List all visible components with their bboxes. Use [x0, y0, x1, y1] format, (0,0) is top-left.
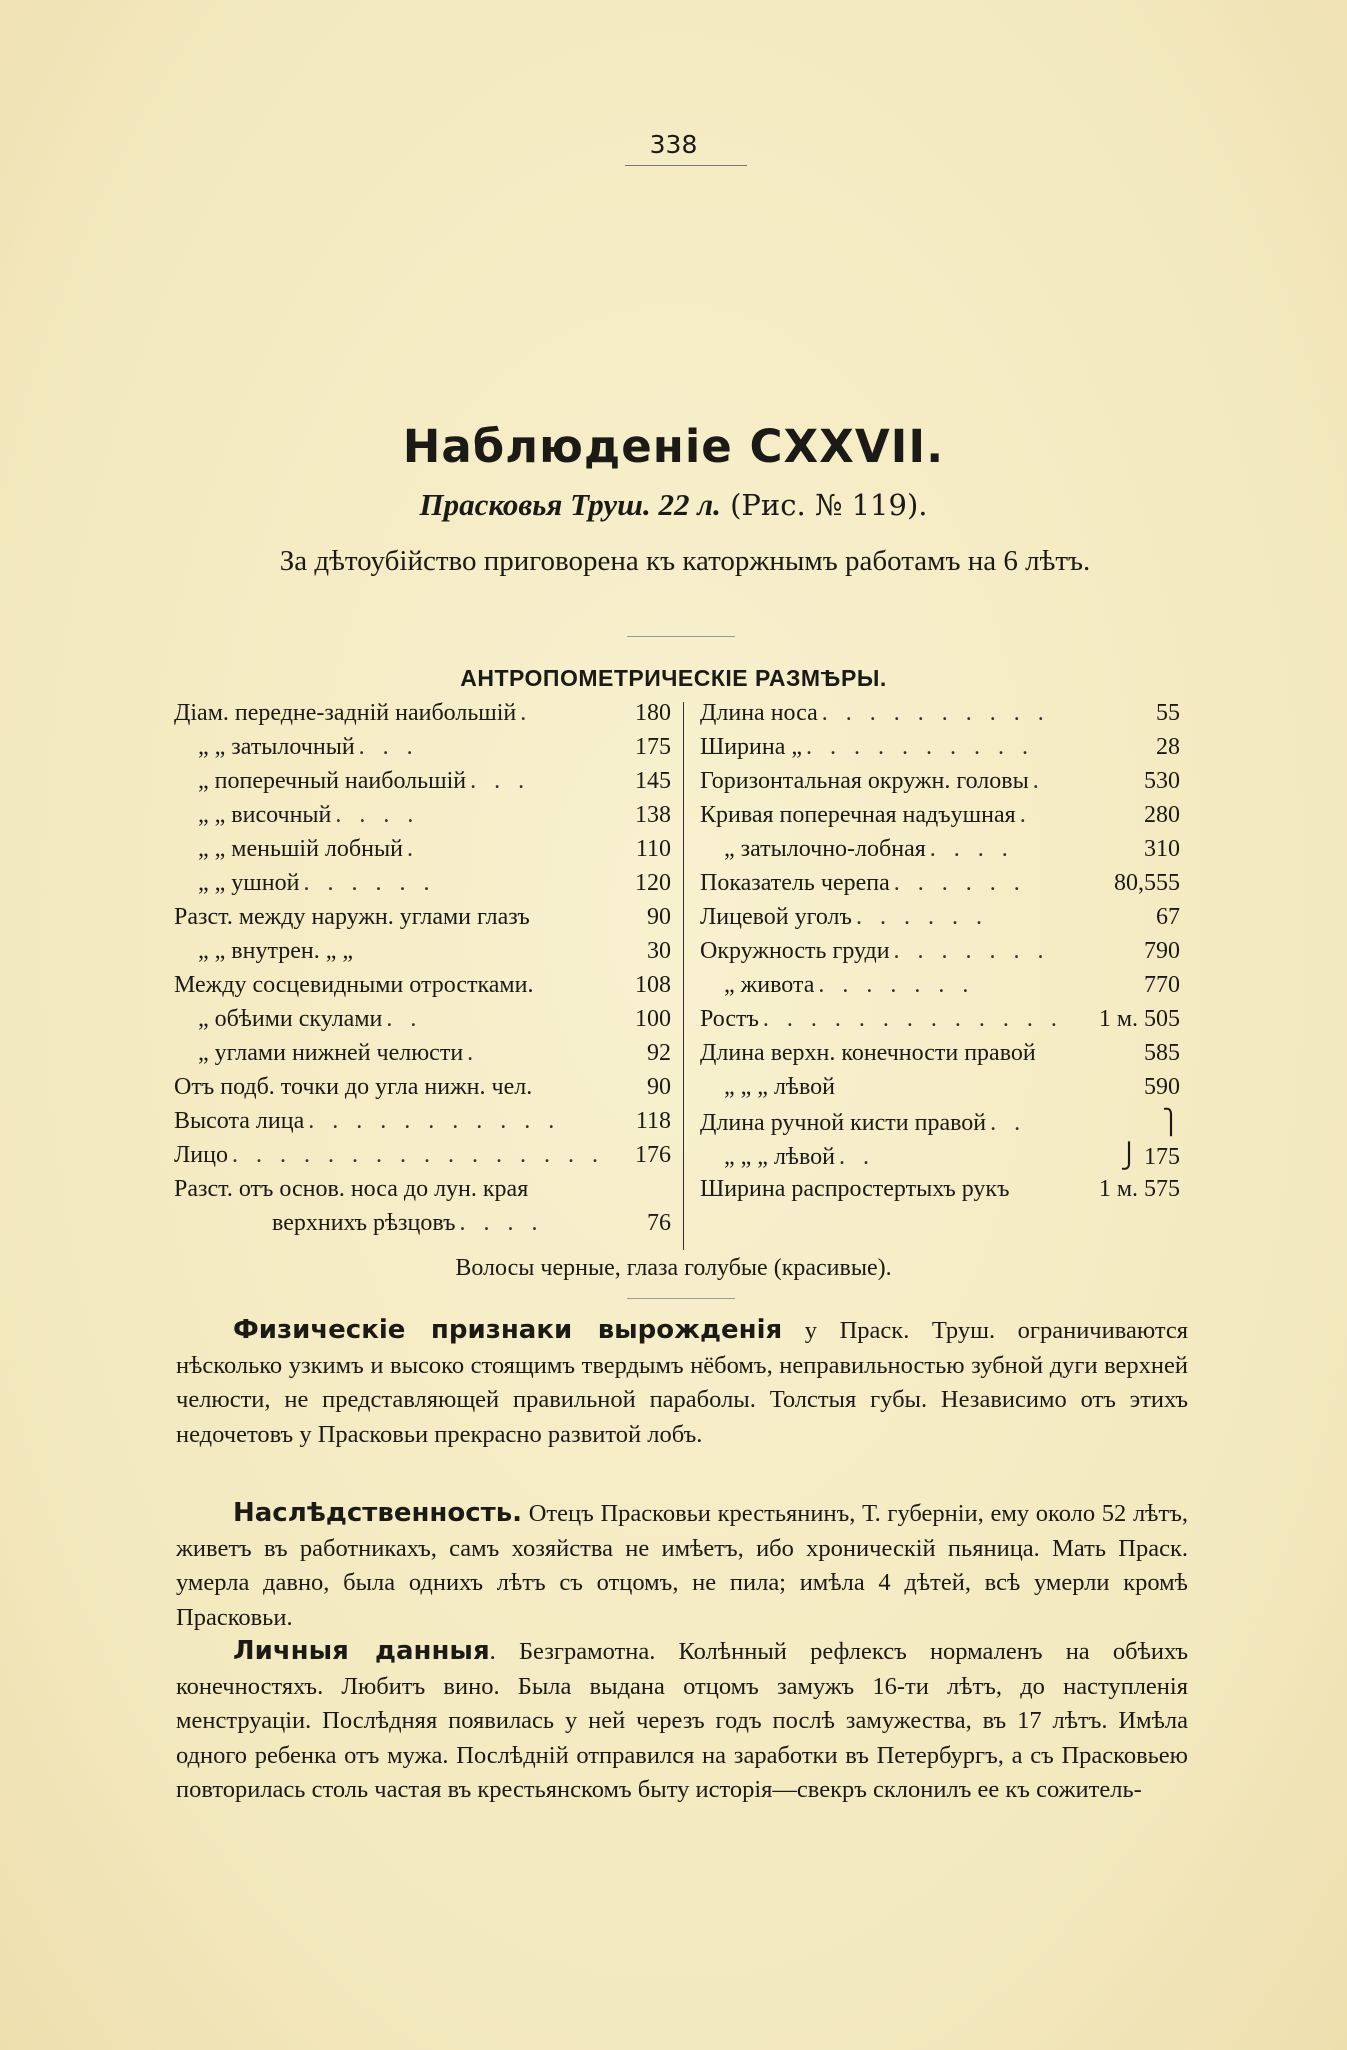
measurement-value: 175	[635, 734, 671, 760]
measurement-label: Отъ подб. точки до угла нижн. чел.	[174, 1074, 533, 1100]
measurement-label: „ „ ушной	[198, 870, 300, 896]
measurement-row	[198, 938, 671, 972]
measurement-label: „ „ „ лѣвой	[724, 1144, 835, 1170]
paragraph-heredity	[176, 1496, 1188, 1635]
measurement-row	[174, 1074, 671, 1108]
measurement-row	[700, 938, 1180, 972]
measurement-leader: . . . . . .	[303, 870, 436, 896]
anthropometric-heading: АНТРОПОМЕТРИЧЕСКІЕ РАЗМѢРЫ.	[460, 665, 887, 691]
measurement-leader: .	[467, 1040, 480, 1066]
measurement-leader: .	[520, 700, 533, 726]
measurement-value: 138	[635, 802, 671, 828]
measurement-row	[198, 836, 671, 870]
measurement-label: Длина верхн. конечности правой	[700, 1040, 1036, 1066]
measurement-label: „ затылочно-лобная	[724, 836, 926, 862]
measurement-label: Лицо	[174, 1142, 228, 1168]
measurement-leader: . .	[838, 1144, 875, 1170]
measurement-leader: . . . . . . . . . . . . . . . .	[231, 1142, 604, 1168]
measurement-value: 118	[635, 1108, 671, 1134]
measurement-leader: . . . . . . . . . . . . .	[762, 1006, 1063, 1032]
measurement-row	[174, 972, 671, 1006]
measurement-row	[198, 802, 671, 836]
page-number: 338	[649, 130, 698, 159]
measurement-value: 180	[635, 700, 671, 726]
measurement-value: 90	[647, 1074, 671, 1100]
measurement-value: 770	[1144, 972, 1180, 998]
measurement-value: 585	[1144, 1040, 1180, 1066]
measurement-row	[700, 1006, 1180, 1040]
measurement-label: Ростъ	[700, 1006, 759, 1032]
measurement-label: „ „ височный	[198, 802, 332, 828]
measurement-row	[174, 700, 671, 734]
measurement-leader: . . . . . .	[855, 904, 988, 930]
measurement-value: 120	[635, 870, 671, 896]
measurement-leader: . . . . . . .	[818, 972, 975, 998]
measurement-row	[700, 904, 1180, 938]
measurement-value: 1 м. 575	[1098, 1176, 1180, 1202]
paragraph-personal-data	[176, 1634, 1188, 1808]
separator-rule-2	[627, 1298, 735, 1299]
separator-rule	[627, 636, 735, 637]
measurement-value: 90	[647, 904, 671, 930]
measurement-label: Кривая поперечная надъушная	[700, 802, 1016, 828]
measurement-value: 92	[647, 1040, 671, 1066]
measurement-row	[724, 836, 1180, 870]
measurement-label: Разст. между наружн. углами глазъ	[174, 904, 530, 930]
measurement-label: Окружность груди	[700, 938, 890, 964]
measurement-value: 590	[1144, 1074, 1180, 1100]
measurement-leader: . . . . . . . . . . .	[308, 1108, 561, 1134]
paragraph-text: у Праск. Труш. ограничиваются нѣсколько узкимъ и высоко стоящимъ твердымъ нёбомъ, неправильностью зубной дуги верхней челюсти, не представляющей правильной параболы. Толстыя губы. Независимо отъ этихъ недочетовъ у Прасковьи прекрасно развитой лобъ.	[176, 1317, 1188, 1448]
figure-reference: (Рис. № 119).	[730, 488, 928, 522]
paragraph-degeneration	[176, 1313, 1188, 1452]
measurement-row	[700, 700, 1180, 734]
hair-eyes-note: Волосы черные, глаза голубые (красивые).	[455, 1255, 892, 1281]
measurement-value: 55	[1156, 700, 1180, 726]
measurement-label: „ „ внутрен. „ „	[198, 938, 354, 964]
measurement-row	[198, 870, 671, 904]
measurement-row	[700, 734, 1180, 768]
observation-title: Наблюденіе CXXVII.	[402, 420, 945, 473]
measurement-label: Показатель черепа	[700, 870, 890, 896]
paragraph-text: Отецъ Прасковьи крестьянинъ, Т. губерніи, ему около 52 лѣтъ, живетъ въ работникахъ, самъ хозяйства не имѣетъ, ибо хроническій пьяница. Мать Праск. умерла давно, была однихъ лѣтъ съ отцомъ, не пила; имѣла 4 дѣтей, всѣ умерли кромѣ Прасковьи.	[176, 1500, 1188, 1631]
measurement-leader: . . . .	[459, 1210, 544, 1236]
measurement-value: 30	[647, 938, 671, 964]
paragraph-text: . Безграмотна. Колѣнный рефлексъ нормаленъ на обѣихъ конечностяхъ. Любитъ вино. Была выдана отцомъ замужъ 16-ти лѣтъ, до наступленія менструаціи. Послѣдняя появилась у ней черезъ годъ послѣ замужества, въ 17 лѣтъ. Имѣла одного ребенка отъ мужа. Послѣдній отправился на заработки въ Петербургъ, а съ Прасковьею повторилась столь частая въ крестьянскомъ быту исторія—свекръ склонилъ ее къ сожитель-	[176, 1638, 1188, 1804]
measurement-label: Длина ручной кисти правой	[700, 1110, 987, 1136]
measurement-value: 80,555	[1114, 870, 1180, 896]
measurement-leader: . . . . . . .	[893, 938, 1050, 964]
column-divider	[683, 702, 684, 1250]
measurement-label: Горизонтальная окружн. головы	[700, 768, 1029, 794]
measurement-value: 108	[635, 972, 671, 998]
measurement-leader: .	[1019, 802, 1032, 828]
measurement-label: Ширина распростертыхъ рукъ	[700, 1176, 1010, 1202]
measurement-leader: . . .	[358, 734, 419, 760]
measurement-label: Діам. передне-задній наибольшій	[174, 700, 517, 726]
measurement-label: Между сосцевидными отростками.	[174, 972, 534, 998]
measurement-leader: . . .	[470, 768, 531, 794]
measurement-row	[700, 870, 1180, 904]
measurement-value: 145	[635, 768, 671, 794]
measurement-value: 530	[1144, 768, 1180, 794]
measurement-label: Высота лица	[174, 1108, 305, 1134]
measurement-row	[174, 904, 671, 938]
page-number-rule	[625, 165, 747, 166]
measurement-label: „ углами нижней челюсти	[198, 1040, 464, 1066]
measurement-row	[700, 1176, 1180, 1210]
measurement-label: „ „ „ лѣвой	[724, 1074, 835, 1100]
measurement-value: 176	[635, 1142, 671, 1168]
measurement-row	[700, 1108, 1180, 1142]
measurement-leader: . . . . . . . . . .	[821, 700, 1050, 726]
measurement-label: „ „ меньшій лобный	[198, 836, 403, 862]
measurement-label: Лицевой уголъ	[700, 904, 852, 930]
measurement-row	[174, 1142, 671, 1176]
measurement-value: 67	[1156, 904, 1180, 930]
measurement-leader: .	[1032, 768, 1045, 794]
measurement-value: 1 м. 505	[1098, 1006, 1180, 1032]
measurement-row	[724, 1074, 1180, 1108]
measurement-label: верхнихъ рѣзцовъ	[272, 1210, 456, 1236]
measurement-label: „ поперечный наибольшій	[198, 768, 467, 794]
measurement-row	[700, 1040, 1180, 1074]
measurement-value: ⎭ 175	[1120, 1144, 1180, 1170]
measurement-row	[724, 1142, 1180, 1176]
measurement-leader: .	[406, 836, 419, 862]
measurement-value: 110	[635, 836, 671, 862]
measurement-row	[700, 768, 1180, 802]
measurement-row	[724, 972, 1180, 1006]
paragraph-heading: Физическіе признаки вырожденія	[233, 1315, 783, 1345]
subject-name: Прасковья Труш. 22 л.	[419, 487, 721, 522]
measurement-value: 790	[1144, 938, 1180, 964]
measurement-leader: . . . . . . . . . .	[806, 734, 1035, 760]
sentence-text: За дѣтоубійство приговорена къ каторжнымъ работамъ на 6 лѣтъ.	[279, 545, 1091, 577]
measurement-row	[174, 1108, 671, 1142]
measurement-row	[272, 1210, 671, 1244]
measurement-row	[198, 1040, 671, 1074]
measurement-value: 310	[1144, 836, 1180, 862]
measurement-label: Длина носа	[700, 700, 818, 726]
measurement-value: 280	[1144, 802, 1180, 828]
measurement-leader: . . . . . .	[893, 870, 1026, 896]
measurement-row	[174, 1176, 671, 1210]
measurement-row	[700, 802, 1180, 836]
subject-line	[0, 487, 1347, 523]
paragraph-heading: Наслѣдственность.	[233, 1498, 523, 1528]
measurement-label: „ живота	[724, 972, 815, 998]
measurement-label: „ „ затылочный	[198, 734, 355, 760]
measurement-leader: . .	[990, 1110, 1027, 1136]
measurement-leader: . . . .	[335, 802, 420, 828]
measurement-row	[198, 768, 671, 802]
measurement-label: „ обѣими скулами	[198, 1006, 383, 1032]
measurement-row	[198, 734, 671, 768]
measurement-row	[198, 1006, 671, 1040]
measurement-leader: . .	[386, 1006, 423, 1032]
measurement-leader: . . . .	[929, 836, 1014, 862]
measurement-label: Разст. отъ основ. носа до лун. края	[174, 1176, 529, 1202]
paragraph-heading: Личныя данныя	[233, 1636, 490, 1666]
measurement-label: Ширина „	[700, 734, 803, 760]
measurement-value: 100	[635, 1006, 671, 1032]
measurement-value: ⎫	[1162, 1110, 1180, 1136]
measurement-value: 76	[647, 1210, 671, 1236]
measurement-value: 28	[1156, 734, 1180, 760]
